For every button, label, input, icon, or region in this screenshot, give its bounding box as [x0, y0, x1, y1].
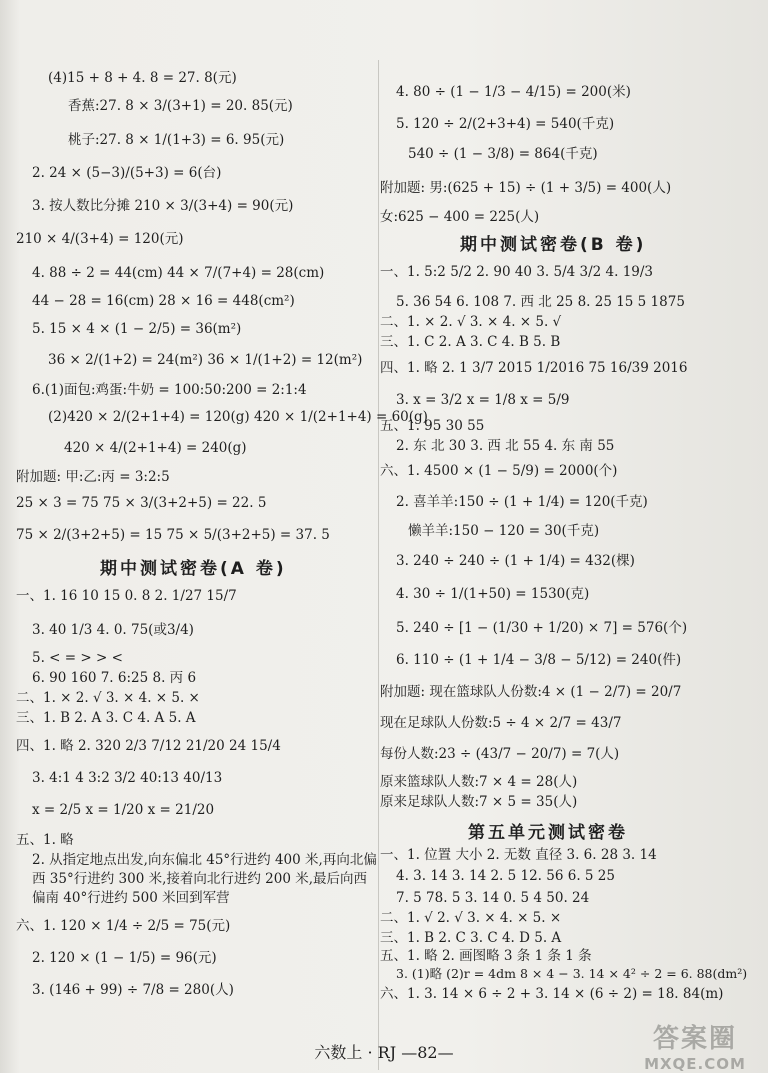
- answer-line: 5. < = > > <: [32, 650, 123, 666]
- page-footer: 六数上 · RJ —82—: [314, 1043, 454, 1062]
- answer-line: 3. 240 ÷ 240 ÷ (1 + 1/4) = 432(棵): [396, 553, 635, 569]
- answer-line: 2. 从指定地点出发,向东偏北 45°行进约 400 米,再向北偏: [32, 852, 377, 868]
- answer-line: 六、1. 3. 14 × 6 ÷ 2 + 3. 14 × (6 ÷ 2) = 18. 84(m): [380, 986, 724, 1002]
- answer-line: 3. (1)略 (2)r = 4dm 8 × 4 − 3. 14 × 4² ÷ 2 = 6. 88(dm²): [396, 966, 748, 981]
- answer-line: 女:625 − 400 = 225(人): [380, 209, 540, 225]
- section-heading: 期中测试密卷(B 卷): [460, 235, 647, 255]
- answer-line: 3. (146 + 99) ÷ 7/8 = 280(人): [32, 982, 234, 998]
- answer-line: 附加题: 甲:乙:丙 = 3:2:5: [16, 469, 170, 485]
- answer-line: 原来篮球队人数:7 × 4 = 28(人): [380, 774, 578, 790]
- answer-line: 3. 按人数比分摊 210 × 3/(3+4) = 90(元): [32, 198, 294, 214]
- answer-line: 一、1. 5:2 5/2 2. 90 40 3. 5/4 3/2 4. 19/3: [380, 264, 654, 280]
- answer-line: 西 35°行进约 300 米,接着向北行进约 200 米,最后向西: [32, 871, 368, 887]
- answer-line: 540 ÷ (1 − 3/8) = 864(千克): [408, 146, 598, 162]
- answer-line: 36 × 2/(1+2) = 24(m²) 36 × 1/(1+2) = 12(m²): [48, 352, 363, 368]
- answer-line: 四、1. 略 2. 1 3/7 2015 1/2016 75 16/39 2016: [380, 360, 688, 376]
- watermark-logo: 答案圈: [652, 1024, 737, 1054]
- answer-line: 附加题: 男:(625 + 15) ÷ (1 + 3/5) = 400(人): [380, 180, 672, 196]
- answer-line: 4. 80 ÷ (1 − 1/3 − 4/15) = 200(米): [396, 84, 631, 100]
- answer-line: 4. 30 ÷ 1/(1+50) = 1530(克): [396, 586, 590, 602]
- answer-line: 6. 110 ÷ (1 + 1/4 − 3/8 − 5/12) = 240(件): [396, 652, 682, 668]
- answer-line: 三、1. B 2. C 3. C 4. D 5. A: [380, 930, 562, 946]
- answer-line: 每份人数:23 ÷ (43/7 − 20/7) = 7(人): [380, 746, 620, 762]
- answer-line: 三、1. B 2. A 3. C 4. A 5. A: [16, 710, 196, 726]
- section-heading: 期中测试密卷(A 卷): [100, 559, 287, 579]
- answer-line: 2. 喜羊羊:150 ÷ (1 + 1/4) = 120(千克): [396, 494, 648, 510]
- answer-line: 25 × 3 = 75 75 × 3/(3+2+5) = 22. 5: [16, 495, 267, 511]
- answer-line: 210 × 4/(3+4) = 120(元): [16, 231, 184, 247]
- answer-line: 偏南 40°行进约 500 米回到军营: [32, 890, 230, 906]
- answer-line: 一、1. 位置 大小 2. 无数 直径 3. 6. 28 3. 14: [380, 847, 657, 863]
- answer-line: 5. 240 ÷ [1 − (1/30 + 1/20) × 7] = 576(个): [396, 620, 688, 636]
- answer-line: 7. 5 78. 5 3. 14 0. 5 4 50. 24: [396, 890, 590, 906]
- answer-line: 3. x = 3/2 x = 1/8 x = 5/9: [396, 392, 570, 408]
- answer-line: 5. 120 ÷ 2/(2+3+4) = 540(千克): [396, 116, 615, 132]
- answer-line: 桃子:27. 8 × 1/(1+3) = 6. 95(元): [68, 132, 285, 148]
- answer-line: 2. 120 × (1 − 1/5) = 96(元): [32, 950, 217, 966]
- answer-line: 44 − 28 = 16(cm) 28 × 16 = 448(cm²): [32, 293, 295, 309]
- answer-line: 420 × 4/(2+1+4) = 240(g): [64, 440, 247, 456]
- answer-line: 现在足球队人份数:5 ÷ 4 × 2/7 = 43/7: [380, 715, 622, 731]
- answer-line: 五、1. 95 30 55: [380, 418, 485, 434]
- answer-line: 懒羊羊:150 − 120 = 30(千克): [408, 523, 600, 539]
- answer-line: 二、1. √ 2. √ 3. × 4. × 5. ×: [380, 910, 562, 926]
- answer-line: 2. 东 北 30 3. 西 北 55 4. 东 南 55: [396, 438, 615, 454]
- answer-line: 4. 3. 14̇ 3. 14 2. 5 12. 56 6. 5 25: [396, 868, 615, 884]
- answer-line: 二、1. × 2. √ 3. × 4. × 5. √: [380, 314, 562, 330]
- answer-line: (2)420 × 2/(2+1+4) = 120(g) 420 × 1/(2+1+4) = 60(g): [48, 409, 428, 425]
- section-heading: 第五单元测试密卷: [468, 823, 628, 843]
- answer-line: 五、1. 略: [16, 832, 74, 848]
- answer-line: 4. 88 ÷ 2 = 44(cm) 44 × 7/(7+4) = 28(cm): [32, 265, 325, 281]
- answer-line: 二、1. × 2. √ 3. × 4. × 5. ×: [16, 690, 200, 706]
- answer-line: 75 × 2/(3+2+5) = 15 75 × 5/(3+2+5) = 37. 5: [16, 527, 330, 543]
- answer-line: 原来足球队人数:7 × 5 = 35(人): [380, 794, 578, 810]
- answer-line: 6. 90 160 7. 6:25 8. 丙 6: [32, 670, 197, 686]
- answer-line: x = 2/5 x = 1/20 x = 21/20: [32, 802, 215, 818]
- answer-line: 六、1. 4500 × (1 − 5/9) = 2000(个): [380, 463, 618, 479]
- answer-line: 3. 40 1/3 4. 0. 75(或3/4): [32, 622, 194, 638]
- answer-line: 5. 36 54 6. 108 7. 西 北 25 8. 25 15 5 1875: [396, 294, 685, 310]
- watermark: [630, 1018, 760, 1073]
- answer-line: 2. 24 × (5−3)/(5+3) = 6(台): [32, 165, 222, 181]
- answer-line: 6.(1)面包:鸡蛋:牛奶 = 100:50:200 = 2:1:4: [32, 382, 307, 398]
- column-divider: [378, 60, 379, 1070]
- answer-line: 5. 15 × 4 × (1 − 2/5) = 36(m²): [32, 321, 242, 337]
- answer-line: 三、1. C 2. A 3. C 4. B 5. B: [380, 334, 561, 350]
- answer-line: 一、1. 16 10 15 0. 8 2. 1/27 15/7: [16, 588, 237, 604]
- answer-line: 四、1. 略 2. 320 2/3 7/12 21/20 24 15/4: [16, 738, 281, 754]
- watermark-url: MXQE.COM: [644, 1055, 746, 1073]
- answer-line: 六、1. 120 × 1/4 ÷ 2/5 = 75(元): [16, 918, 231, 934]
- answer-line: (4)15 + 8 + 4. 8 = 27. 8(元): [48, 70, 237, 86]
- answer-line: 五、1. 略 2. 画图略 3 条 1 条 1 条: [380, 948, 592, 964]
- answer-line: 3. 4:1 4 3:2 3/2 40:13 40/13: [32, 770, 223, 786]
- answer-line: 附加题: 现在篮球队人份数:4 × (1 − 2/7) = 20/7: [380, 684, 682, 700]
- answer-line: 香蕉:27. 8 × 3/(3+1) = 20. 85(元): [68, 98, 293, 114]
